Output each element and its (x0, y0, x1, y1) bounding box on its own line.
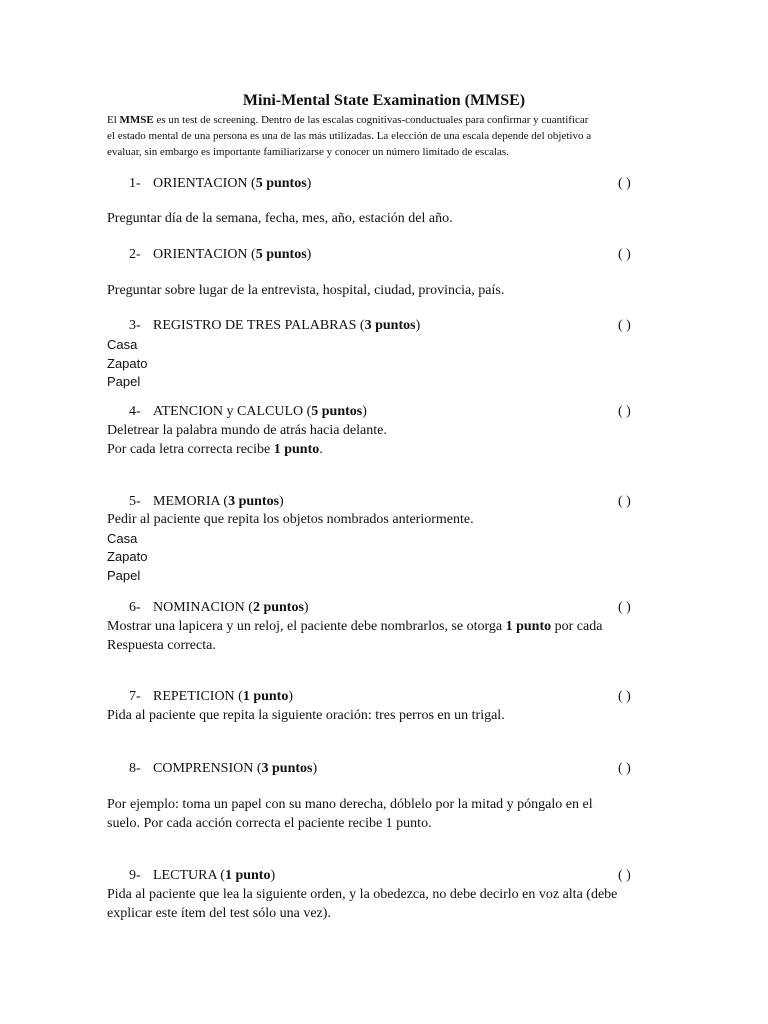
score-box: ( ) (618, 761, 631, 776)
item-label (153, 176, 311, 192)
item-label-text: ORIENTACION ( (153, 176, 256, 191)
item-2-body (107, 282, 667, 301)
item-4-body (107, 422, 667, 459)
item-label (153, 868, 275, 884)
item-label-close: ) (279, 494, 284, 509)
item-6-body (107, 618, 667, 655)
score-box: ( ) (618, 404, 631, 419)
item-body-line (107, 618, 667, 637)
item-body-bold: 1 punto (273, 441, 320, 457)
item-3-heading (0, 318, 768, 336)
item-label (153, 689, 293, 705)
item-6-heading (0, 600, 768, 618)
item-label-text: NOMINACION ( (153, 600, 253, 615)
item-number: 9- (129, 868, 141, 883)
item-body-text: Mostrar una lapicera y un reloj, el paciente debe nombrarlos, se otorga (107, 619, 506, 634)
item-body-line: explicar este ítem del test sólo una vez). (107, 905, 331, 921)
item-number: 5- (129, 494, 141, 509)
intro-paragraph (107, 112, 667, 160)
score-box: ( ) (618, 494, 631, 509)
item-points: 1 punto (242, 689, 289, 704)
item-points: 3 puntos (364, 318, 416, 333)
item-body-line: Casa (107, 530, 138, 546)
item-body-bold: 1 punto (505, 619, 552, 634)
item-number: 1- (129, 176, 141, 191)
item-7-heading (0, 689, 768, 707)
item-label-close: ) (312, 761, 318, 776)
item-label (153, 247, 311, 263)
item-5-body (107, 511, 667, 585)
item-body-line (107, 441, 667, 460)
item-body-line: Por ejemplo: toma un papel con su mano derecha, dóblelo por la mitad y póngalo en el (107, 797, 593, 812)
item-body-line: Papel (107, 567, 141, 583)
item-1-heading (0, 176, 768, 194)
item-label (153, 404, 367, 420)
item-number: 3- (129, 318, 141, 333)
item-points: 5 puntos (255, 176, 307, 191)
item-label-close: ) (306, 176, 312, 191)
item-points: 5 puntos (255, 247, 307, 262)
score-box: ( ) (618, 247, 631, 262)
item-5-heading (0, 494, 768, 512)
score-box: ( ) (618, 176, 631, 191)
item-4-heading (0, 404, 768, 422)
item-label-close: ) (306, 247, 312, 262)
item-label-text: LECTURA ( (153, 868, 225, 883)
item-label-text: MEMORIA ( (153, 494, 229, 509)
intro-line-1 (107, 112, 667, 128)
item-points: 1 punto (224, 868, 271, 883)
item-label-close: ) (303, 600, 309, 615)
item-body-line: Pida al paciente que lea la siguiente orden, y la obedezca, no debe decirlo en voz alta (debe (107, 887, 618, 902)
item-number: 8- (129, 761, 141, 776)
item-body-line: Papel (107, 374, 141, 389)
item-number: 7- (129, 689, 141, 704)
item-3-body (107, 336, 667, 392)
item-points: 3 puntos (228, 494, 280, 509)
item-body-line: Zapato (107, 355, 148, 371)
score-box: ( ) (618, 318, 631, 333)
item-body-line: Deletrear la palabra mundo de atrás hacia delante. (107, 423, 387, 438)
item-label-text: ATENCION y CALCULO ( (153, 404, 312, 419)
intro-line-3: evaluar, sin embargo es importante familiarizarse y conocer un número limitado de escalas. (107, 146, 509, 158)
item-body-line: Respuesta correcta. (107, 637, 216, 653)
intro-line-2: el estado mental de una persona es una de las más utilizadas. La elección de una escala depende del objetivo a (107, 130, 592, 142)
item-label-close: ) (415, 318, 421, 333)
item-number: 4- (129, 404, 141, 419)
item-label-text: REPETICION ( (153, 689, 243, 704)
item-body-line: suelo. Por cada acción correcta el paciente recibe 1 punto. (107, 815, 432, 831)
item-body-line: Zapato (107, 549, 148, 564)
intro-mmse-bold: MMSE (119, 114, 154, 126)
item-2-heading (0, 247, 768, 265)
item-body-line: Preguntar día de la semana, fecha, mes, año, estación del año. (107, 211, 453, 226)
item-label (153, 600, 309, 616)
item-body-text: . (319, 441, 323, 457)
item-points: 5 puntos (311, 404, 363, 419)
item-label-text: ORIENTACION ( (153, 247, 256, 262)
item-label-close: ) (362, 404, 367, 419)
item-1-body (107, 210, 667, 229)
page-title: Mini-Mental State Examination (MMSE) (242, 92, 526, 109)
item-body-line: Pida al paciente que repita la siguiente oración: tres perros en un trigal. (107, 708, 505, 723)
item-body-line: Casa (107, 337, 138, 352)
item-label-text: REGISTRO DE TRES PALABRAS ( (153, 318, 365, 333)
item-points: 2 puntos (252, 600, 304, 615)
item-label-close: ) (288, 689, 294, 704)
item-label (153, 761, 317, 777)
item-label-close: ) (270, 868, 276, 883)
score-box: ( ) (618, 689, 631, 704)
item-label (153, 494, 284, 510)
item-points: 3 puntos (261, 761, 313, 776)
item-number: 2- (129, 247, 141, 262)
item-7-body (107, 707, 667, 726)
item-body-text: Por cada letra correcta recibe (107, 441, 274, 457)
item-body-line: Pedir al paciente que repita los objetos nombrados anteriormente. (107, 512, 474, 527)
item-9-body (107, 886, 667, 923)
score-box: ( ) (618, 600, 631, 615)
item-9-heading (0, 868, 768, 886)
intro-line-1-rest: es un test de screening. Dentro de las escalas cognitivas-conductuales para confirmar y cuantificar (153, 114, 589, 126)
item-8-body (107, 796, 667, 833)
score-box: ( ) (618, 868, 631, 883)
item-body-line: Preguntar sobre lugar de la entrevista, hospital, ciudad, provincia, país. (107, 283, 505, 298)
item-body-text: por cada (551, 619, 603, 634)
item-label-text: COMPRENSION ( (153, 761, 262, 776)
intro-lead: El (107, 114, 120, 126)
item-8-heading (0, 761, 768, 779)
item-label (153, 318, 420, 334)
item-number: 6- (129, 600, 141, 615)
